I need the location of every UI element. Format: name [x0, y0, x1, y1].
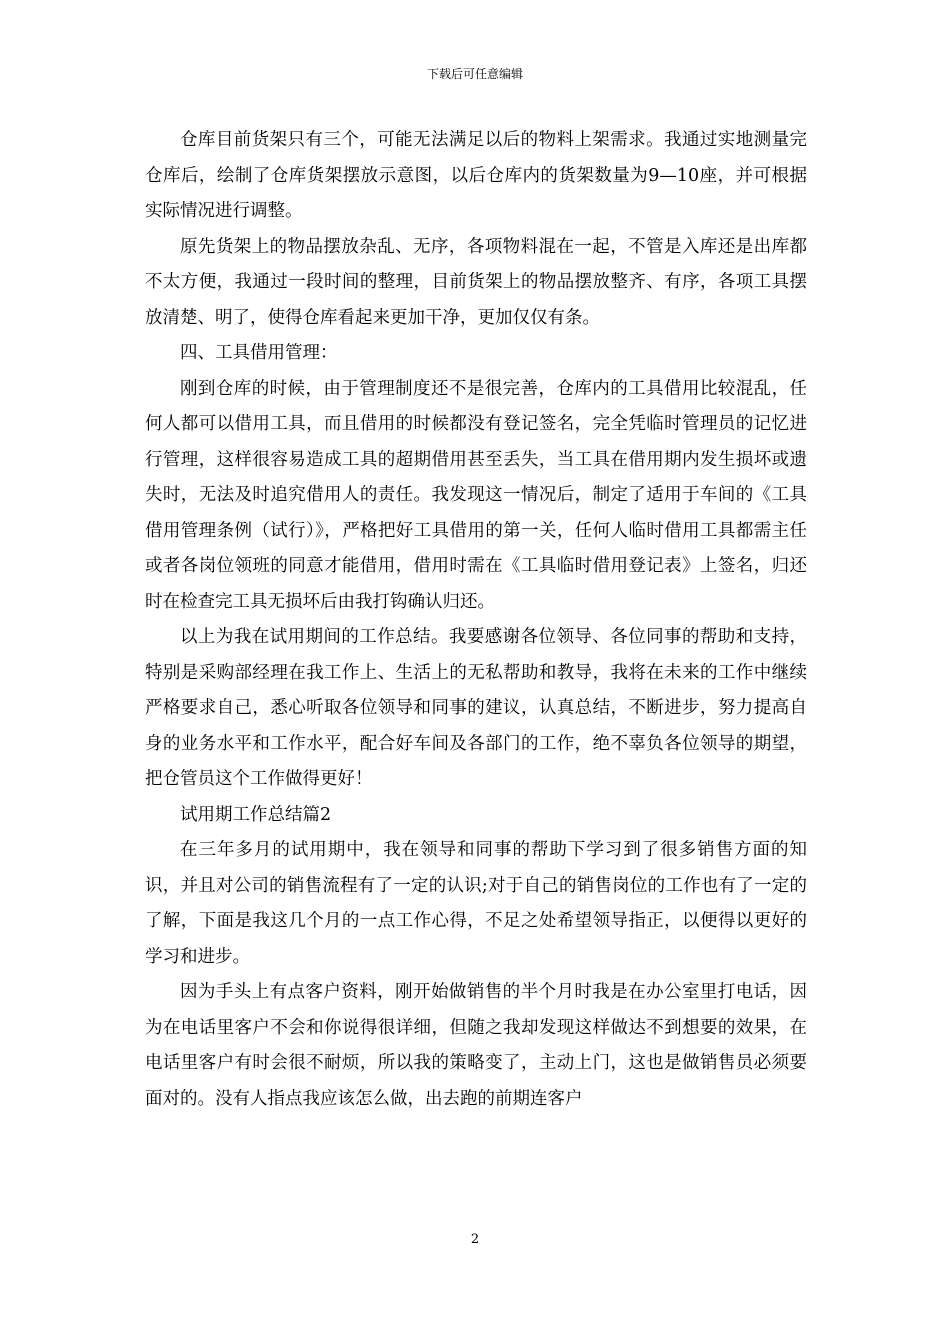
- paragraph: 刚到仓库的时候，由于管理制度还不是很完善，仓库内的工具借用比较混乱，任何人都可以借用工具，而且借用的时候都没有登记签名，完全凭临时管理员的记忆进行管理，这样很容易造成工具的超期借用甚至丢失，当工具在借用期内发生损坏或遗失时，无法及时追究借用人的责任。我发现这一情况后，制定了适用于车间的《工具借用管理条例（试行）》，严格把好工具借用的第一关，任何人临时借用工具都需主任或者各岗位领班的同意才能借用，借用时需在《工具临时借用登记表》上签名，归还时在检查完工具无损坏后由我打钩确认归还。: [145, 378, 807, 612]
- paragraph: 因为手头上有点客户资料，刚开始做销售的半个月时我是在办公室里打电话，因为在电话里客户不会和你说得很详细，但随之我却发现这样做达不到想要的效果，在电话里客户有时会很不耐烦，所以我的策略变了，主动上门，这也是做销售员必须要面对的。没有人指点我应该怎么做，出去跑的前期连客户: [145, 982, 807, 1109]
- page-header: 下载后可任意编辑: [426, 67, 523, 81]
- document-body: [145, 123, 807, 1117]
- paragraph: 以上为我在试用期间的工作总结。我要感谢各位领导、各位同事的帮助和支持，特别是采购部经理在我工作上、生活上的无私帮助和教导，我将在未来的工作中继续严格要求自己，悉心听取各位领导和同事的建议，认真总结，不断进步，努力提高自身的业务水平和工作水平，配合好车间及各部门的工作，绝不辜负各位领导的期望，把仓管员这个工作做得更好！: [145, 627, 807, 789]
- section-heading: 四、工具借用管理：: [180, 343, 338, 363]
- page-number: 2: [470, 1232, 480, 1247]
- paragraph: 原先货架上的物品摆放杂乱、无序，各项物料混在一起，不管是入库还是出库都不太方便，我通过一段时间的整理，目前货架上的物品摆放整齐、有序，各项工具摆放清楚、明了，使得仓库看起来更加干净，更加仅仅有条。: [145, 236, 807, 328]
- paragraph: 仓库目前货架只有三个，可能无法满足以后的物料上架需求。我通过实地测量完仓库后，绘制了仓库货架摆放示意图，以后仓库内的货架数量为9—10座，并可根据实际情况进行调整。: [145, 130, 807, 221]
- paragraph: 在三年多月的试用期中，我在领导和同事的帮助下学习到了很多销售方面的知识，并且对公司的销售流程有了一定的认识;对于自己的销售岗位的工作也有了一定的了解，下面是我这几个月的一点工作心得，不足之处希望领导指正，以便得以更好的学习和进步。: [145, 840, 807, 967]
- section-heading: 试用期工作总结篇2: [180, 804, 332, 825]
